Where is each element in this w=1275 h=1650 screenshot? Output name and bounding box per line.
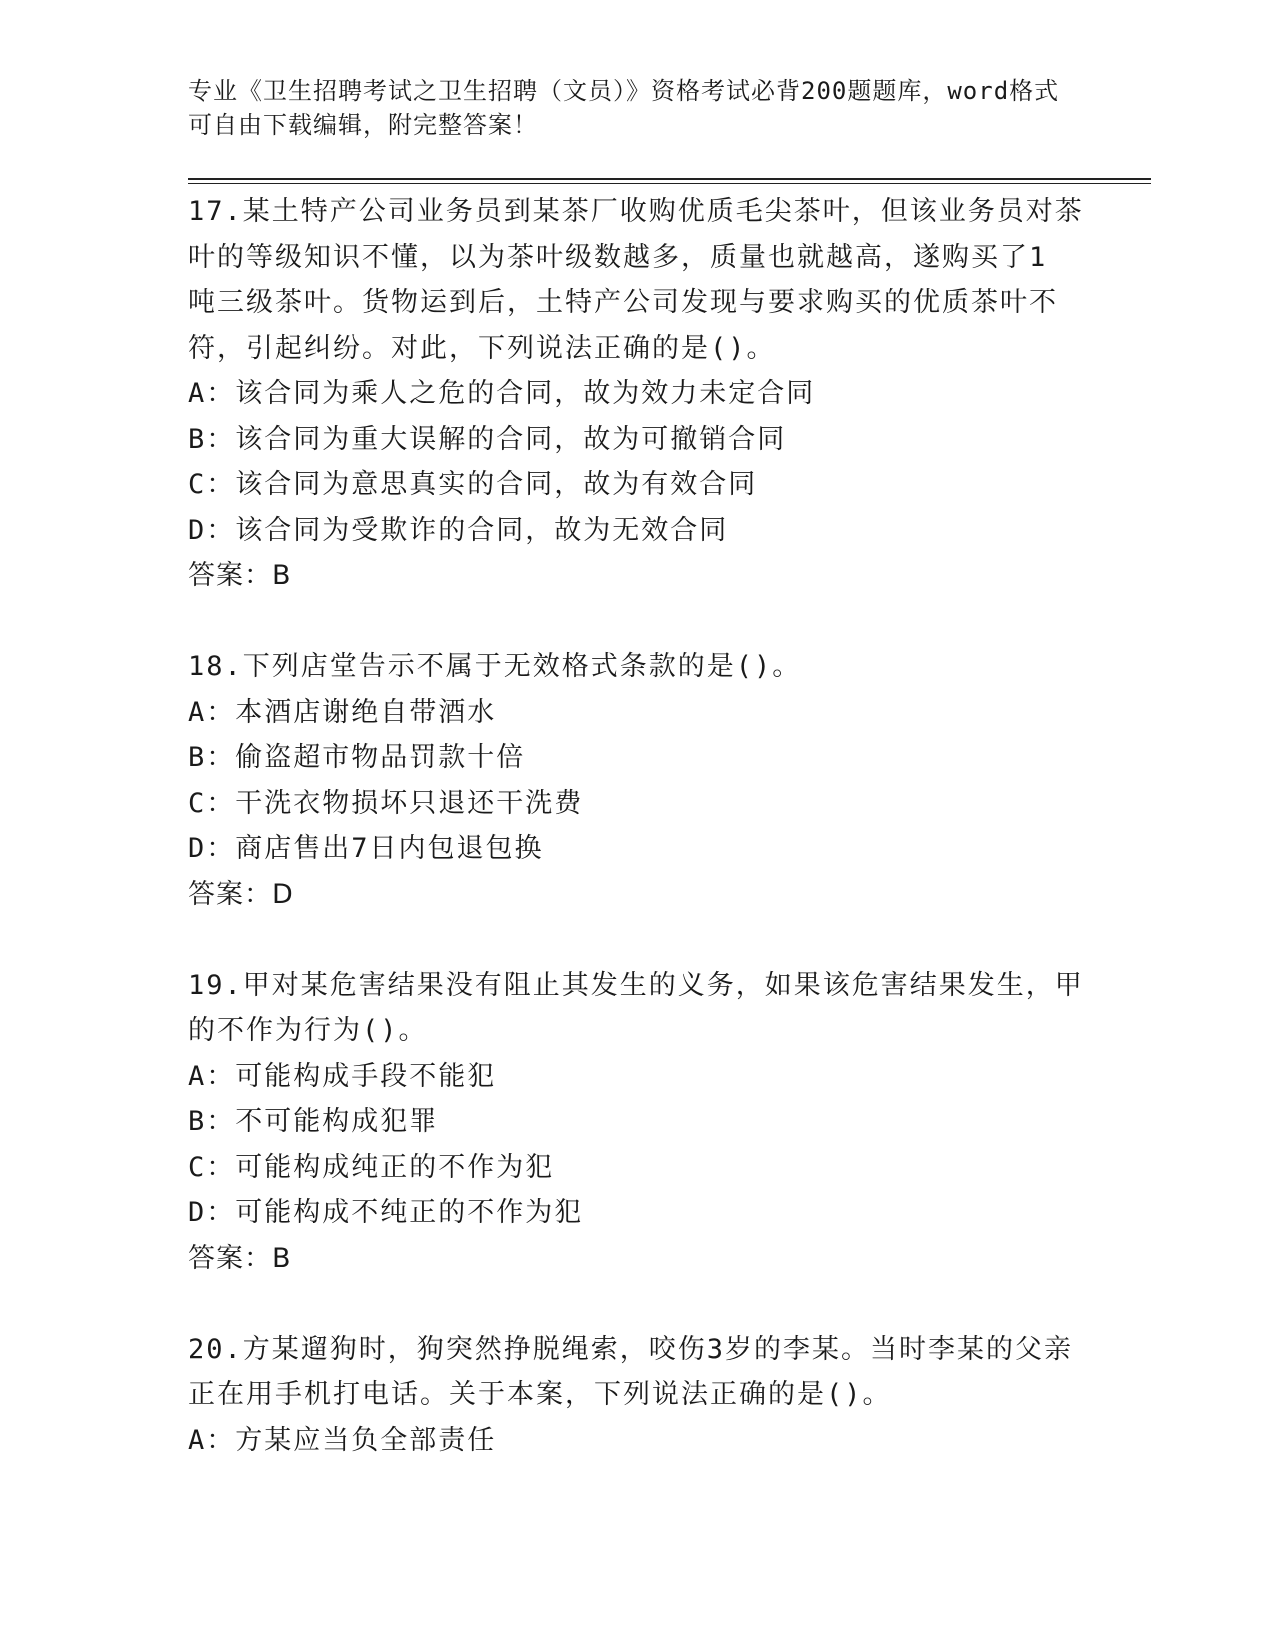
question-stem-line: 正在用手机打电话。关于本案，下列说法正确的是()。 [188, 1379, 892, 1410]
question-stem-line: 符，引起纠纷。对此，下列说法正确的是()。 [188, 332, 776, 364]
option-a: A：该合同为乘人之危的合同，故为效力未定合同 [188, 378, 816, 409]
header-divider-thin [188, 183, 1151, 184]
option-a: A：可能构成手段不能犯 [188, 1060, 497, 1092]
question-stem-line: 18.下列店堂告示不属于无效格式条款的是()。 [188, 651, 802, 682]
option-c: C：干洗衣物损坏只退还干洗费 [188, 787, 584, 819]
option-d: D：该合同为受欺诈的合同，故为无效合同 [188, 514, 729, 546]
question-stem-line: 19.甲对某危害结果没有阻止其发生的义务，如果该危害结果发生，甲 [188, 969, 1084, 1001]
answer-value: B [272, 560, 292, 591]
question-stem-line: 叶的等级知识不懂，以为茶叶级数越多，质量也就越高，遂购买了1 [188, 241, 1048, 273]
option-c: C：可能构成纯正的不作为犯 [188, 1151, 555, 1183]
question-19 [188, 963, 1088, 1282]
option-c: C：该合同为意思真实的合同，故为有效合同 [188, 469, 758, 500]
answer-label: 答案： [188, 1242, 272, 1274]
header-line-2: 可自由下载编辑，附完整答案！ [188, 111, 538, 139]
question-17 [188, 189, 1088, 599]
option-a: A：方某应当负全部责任 [188, 1424, 497, 1456]
question-18 [188, 644, 1088, 917]
question-spacer [188, 599, 1088, 645]
question-spacer [188, 917, 1088, 963]
answer-label: 答案： [188, 878, 272, 910]
option-a: A：本酒店谢绝自带酒水 [188, 696, 497, 728]
option-b: B：不可能构成犯罪 [188, 1106, 439, 1137]
question-20 [188, 1327, 1088, 1464]
option-b: B：偷盗超市物品罚款十倍 [188, 742, 526, 773]
option-b: B：该合同为重大误解的合同，故为可撤销合同 [188, 423, 787, 455]
question-list [188, 189, 1088, 1463]
question-stem-line: 的不作为行为()。 [188, 1015, 428, 1046]
question-stem-line: 20.方某遛狗时，狗突然挣脱绳索，咬伤3岁的李某。当时李某的父亲 [188, 1333, 1074, 1365]
option-d: D：商店售出7日内包退包换 [188, 833, 544, 864]
answer-line [188, 872, 1088, 918]
question-stem-line: 17.某土特产公司业务员到某茶厂收购优质毛尖茶叶，但该业务员对茶 [188, 196, 1084, 227]
option-d: D：可能构成不纯正的不作为犯 [188, 1197, 584, 1228]
answer-value: D [272, 878, 294, 910]
answer-label: 答案： [188, 560, 272, 591]
question-spacer [188, 1281, 1088, 1327]
question-stem-line: 吨三级茶叶。货物运到后，土特产公司发现与要求购买的优质茶叶不 [188, 287, 1058, 318]
document-header [188, 74, 1088, 142]
answer-line [188, 1236, 1088, 1282]
header-divider-thick [188, 178, 1151, 180]
answer-value: B [272, 1242, 292, 1274]
header-line-1: 专业《卫生招聘考试之卫生招聘（文员）》资格考试必背200题题库，word格式 [188, 77, 1060, 105]
answer-line [188, 553, 1088, 599]
